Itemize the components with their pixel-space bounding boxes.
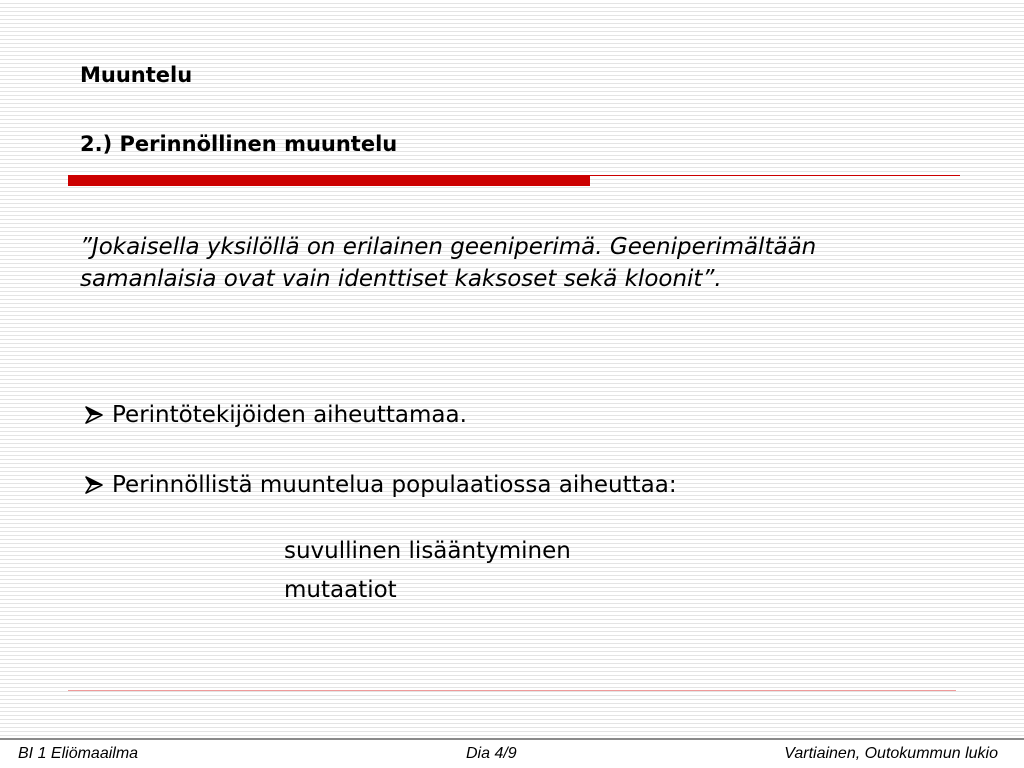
footer-slide-number: Dia 4/9: [466, 745, 517, 762]
definition-quote: ”Jokaisella yksilöllä on erilainen geeniperimä. Geeniperimältään samanlaisia ovat vain identtiset kaksoset sekä kloonit”.: [80, 234, 817, 292]
slide-subtitle: 2.) Perinnöllinen muuntelu: [80, 132, 398, 156]
slide-footer: [0, 741, 1024, 768]
bottom-divider: [68, 690, 956, 691]
slide-title: Muuntelu: [80, 63, 193, 87]
accent-bar: [68, 175, 590, 186]
arrow-bullet-icon: [80, 471, 108, 499]
bullet-item: [80, 401, 467, 429]
bullet-text: Perinnöllistä muuntelua populaatiossa aiheuttaa:: [112, 472, 677, 498]
arrow-bullet-icon: [80, 401, 108, 429]
footer-divider: [0, 738, 1024, 740]
sub-list-item: mutaatiot: [284, 577, 397, 603]
accent-divider: [590, 175, 960, 176]
bullet-item: [80, 471, 677, 499]
footer-author: Vartiainen, Outokummun lukio: [784, 745, 998, 762]
bullet-text: Perintötekijöiden aiheuttamaa.: [112, 402, 467, 428]
sub-list-item: suvullinen lisääntyminen: [284, 538, 571, 564]
footer-course: BI 1 Eliömaailma: [18, 745, 139, 762]
